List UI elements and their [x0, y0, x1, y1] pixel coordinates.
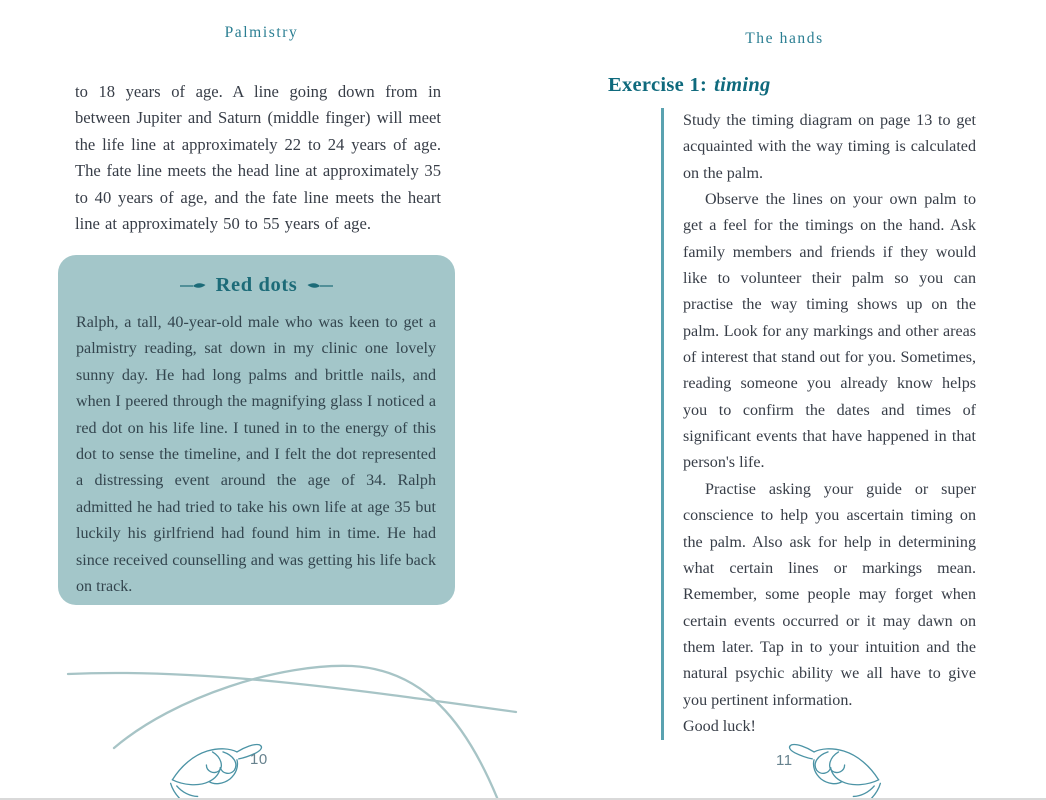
page-number-right: 11: [776, 752, 793, 769]
paragraph: Practise asking your guide or super conscience to help you ascertain timing on the palm. Also ask for help in determining what certain lines or markings mean. Remember, some people may forget when certain events occurred or it may dawn on them later. Tap in to your intuition and the natural psychic ability we all have to give you pertinent information.: [683, 480, 976, 709]
exercise-heading: [608, 74, 771, 97]
running-head-right: The hands: [745, 30, 824, 47]
exercise-heading-emphasis: timing: [714, 74, 771, 96]
running-head-left: Palmistry: [224, 24, 299, 41]
paragraph: Good luck!: [683, 717, 756, 735]
callout-title-row: [58, 274, 455, 297]
leaf-flourish-right-icon: [307, 281, 333, 291]
paragraph: Observe the lines on your own palm to get a feel for the timings on the hand. Ask family members and friends if they would like to volunteer their palm so you can practise the way timing shows up on the palm. Look for any markings and other areas of interest that stand out for you. Sometimes, reading someone you already know helps you to confirm the dates and times of significant events that have happened in that person's life.: [683, 191, 976, 472]
callout-body-text: Ralph, a tall, 40-year-old male who was keen to get a palmistry reading, sat down in my clinic one lovely sunny day. He had long palms and brittle nails, and when I peered through the magnifying glass I noticed a red dot on his life line. I tuned in to the energy of this dot to sense the timeline, and I felt the dot represented a distressing event around the age of 34. Ralph admitted he had tried to take his own life at age 35 but luckily his girlfriend had found him in time. He had since received counselling and was getting his life back on track.: [76, 314, 436, 596]
callout-title: Red dots: [215, 274, 298, 296]
page-number-left: 10: [250, 751, 268, 768]
exercise-body: [661, 108, 976, 740]
pinching-hand-mirrored-icon: [787, 730, 883, 800]
right-page: [523, 0, 1046, 800]
red-dots-callout: [58, 255, 455, 605]
exercise-heading-prefix: Exercise 1:: [608, 74, 708, 96]
left-body-text: to 18 years of age. A line going down from in between Jupiter and Saturn (middle finger) will meet the life line at approximately 22 to 24 years of age. The fate line meets the head line at approximately 35 to 40 years of age, and the fate line meets the heart line at approximately 50 to 55 years of age.: [75, 82, 441, 234]
leaf-flourish-left-icon: [180, 281, 206, 291]
paragraph: Study the timing diagram on page 13 to get acquainted with the way timing is calculated on the palm.: [683, 112, 976, 182]
